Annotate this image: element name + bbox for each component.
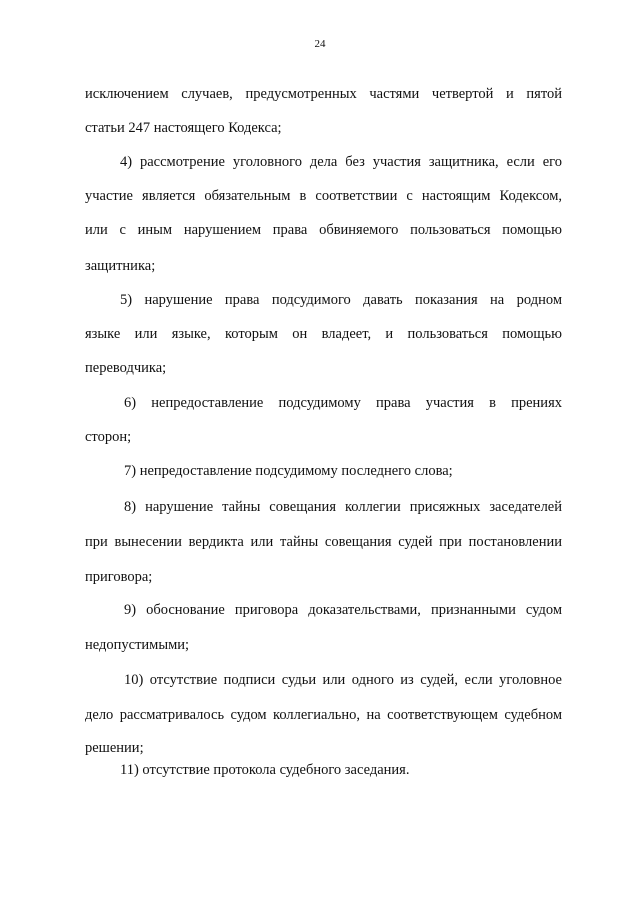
text-line: 5) нарушение права подсудимого давать показания на родном [120, 292, 562, 308]
text-line: 4) рассмотрение уголовного дела без участия защитника, если его [120, 154, 562, 170]
text-line: недопустимыми; [85, 637, 190, 653]
text-line: сторон; [85, 429, 132, 445]
text-line: при вынесении вердикта или тайны совещания судей при постановлении [85, 534, 562, 550]
text-line: дело рассматривалось судом коллегиально, на соответствующем судебном [85, 707, 562, 723]
text-line: статьи 247 настоящего Кодекса; [85, 120, 282, 136]
text-line: приговора; [85, 569, 153, 585]
page-number: 24 [314, 38, 326, 50]
text-line: 11) отсутствие протокола судебного заседания. [120, 762, 410, 778]
text-line: языке или языке, которым он владеет, и пользоваться помощью [85, 326, 562, 342]
text-line: 6) непредоставление подсудимому права участия в прениях [124, 395, 562, 411]
text-line: 10) отсутствие подписи судьи или одного из судей, если уголовное [124, 672, 562, 688]
text-line: 9) обоснование приговора доказательствами, признанными судом [124, 602, 562, 618]
text-line: переводчика; [85, 360, 167, 376]
text-line: защитника; [85, 258, 156, 274]
text-line: участие является обязательным в соответствии с настоящим Кодексом, [85, 188, 562, 204]
text-line: 8) нарушение тайны совещания коллегии присяжных заседателей [124, 499, 562, 515]
text-line: 7) непредоставление подсудимому последнего слова; [124, 463, 453, 479]
text-line: или с иным нарушением права обвиняемого пользоваться помощью [85, 222, 562, 238]
text-line: решении; [85, 740, 144, 756]
text-line: исключением случаев, предусмотренных частями четвертой и пятой [85, 86, 562, 102]
